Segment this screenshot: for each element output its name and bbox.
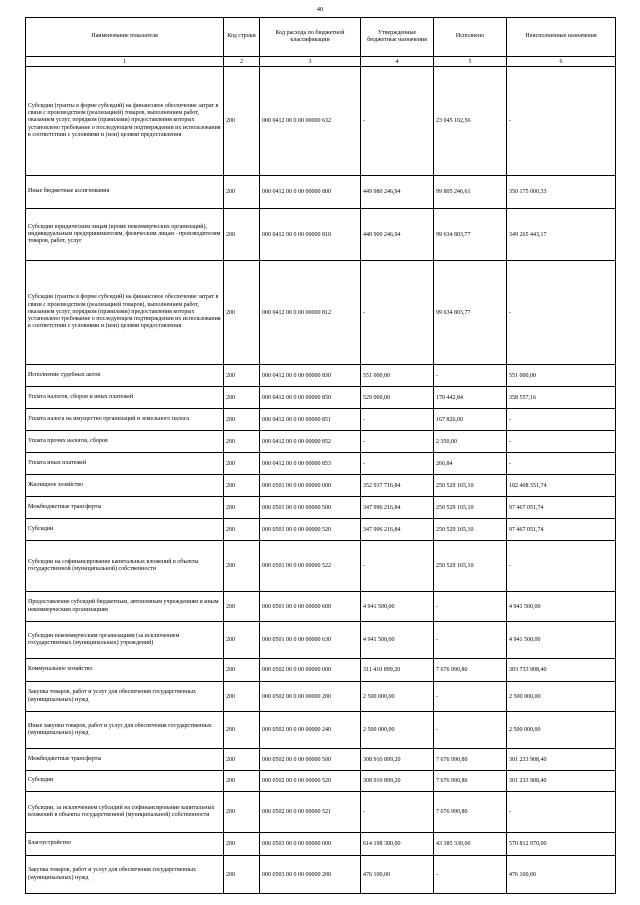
column-number: 4: [361, 57, 434, 67]
row-executed: 99 634 803,77: [434, 209, 507, 261]
row-kbk: 000 0502 00 0 00 00000 200: [260, 682, 361, 712]
column-number: 3: [260, 57, 361, 67]
row-code: 200: [224, 365, 260, 387]
table-row: [26, 541, 616, 592]
row-unexecuted: 4 941 500,00: [507, 622, 616, 659]
row-code: 200: [224, 409, 260, 431]
table-row: [26, 67, 616, 176]
row-code: 200: [224, 712, 260, 749]
table-row: [26, 771, 616, 792]
table-row: [26, 497, 616, 519]
table-row: [26, 659, 616, 682]
header-row: [26, 18, 616, 57]
row-code: 200: [224, 659, 260, 682]
row-name: Уплата иных платежей: [26, 453, 224, 475]
row-name: Субсидии: [26, 771, 224, 792]
row-unexecuted: 102 408 551,74: [507, 475, 616, 497]
row-code: 200: [224, 682, 260, 712]
table-row: [26, 431, 616, 453]
row-kbk: 000 0502 00 0 00 00000 240: [260, 712, 361, 749]
row-executed: 43 385 330,00: [434, 833, 507, 856]
table-row: [26, 209, 616, 261]
row-name: Субсидии (гранты в форме субсидий) на финансовое обеспечение затрат в связи с производством (реализацией товаров), выполнением работ, оказанием услуг, порядком (правилами) предоставления которых установлено требование о последующем подтверждении их использования в соответствии с условиями и (или) целями предоставления: [26, 261, 224, 365]
row-code: 200: [224, 497, 260, 519]
row-unexecuted: -: [507, 431, 616, 453]
row-kbk: 000 0412 00 0 00 00000 812: [260, 261, 361, 365]
row-approved: 449 980 246,94: [361, 176, 434, 209]
row-kbk: 000 0412 00 0 00 00000 851: [260, 409, 361, 431]
row-code: 200: [224, 176, 260, 209]
row-kbk: 000 0502 00 0 00 00000 000: [260, 659, 361, 682]
row-unexecuted: 2 500 000,00: [507, 682, 616, 712]
table-row: [26, 387, 616, 409]
row-approved: 529 000,00: [361, 387, 434, 409]
column-number: 5: [434, 57, 507, 67]
row-executed: 2 350,00: [434, 431, 507, 453]
table-row: [26, 592, 616, 622]
row-code: 200: [224, 453, 260, 475]
row-kbk: 000 0501 00 0 00 00000 000: [260, 475, 361, 497]
row-name: Коммунальное хозяйство: [26, 659, 224, 682]
column-number: 1: [26, 57, 224, 67]
row-approved: 308 910 899,20: [361, 749, 434, 771]
row-name: Межбюджетные трансферты: [26, 497, 224, 519]
row-executed: -: [434, 712, 507, 749]
row-code: 200: [224, 833, 260, 856]
row-executed: 23 045 102,56: [434, 67, 507, 176]
row-approved: -: [361, 792, 434, 833]
row-name: Уплата налогов, сборов и иных платежей: [26, 387, 224, 409]
table-body: [26, 67, 616, 894]
row-executed: 7 676 990,80: [434, 771, 507, 792]
table-row: [26, 519, 616, 541]
row-unexecuted: 551 000,00: [507, 365, 616, 387]
row-executed: 7 676 990,80: [434, 792, 507, 833]
row-approved: 311 410 899,20: [361, 659, 434, 682]
row-approved: 4 941 500,00: [361, 622, 434, 659]
table-row: [26, 682, 616, 712]
table-row: [26, 792, 616, 833]
row-name: Уплата налога на имущество организаций и земельного налога: [26, 409, 224, 431]
row-approved: 347 996 216,84: [361, 497, 434, 519]
row-unexecuted: 301 233 908,40: [507, 771, 616, 792]
row-unexecuted: 570 812 970,00: [507, 833, 616, 856]
row-code: 200: [224, 592, 260, 622]
row-name: Исполнение судебных актов: [26, 365, 224, 387]
table-row: [26, 833, 616, 856]
column-number: 2: [224, 57, 260, 67]
row-name: Субсидии некоммерческим организациям (за исключением государственных (муниципальных) учреждений): [26, 622, 224, 659]
row-executed: 250 529 165,10: [434, 475, 507, 497]
row-unexecuted: 97 467 051,74: [507, 497, 616, 519]
row-approved: -: [361, 453, 434, 475]
row-approved: 476 100,00: [361, 856, 434, 894]
row-code: 200: [224, 431, 260, 453]
row-executed: 266,84: [434, 453, 507, 475]
row-unexecuted: -: [507, 409, 616, 431]
row-unexecuted: -: [507, 67, 616, 176]
row-kbk: 000 0501 00 0 00 00000 522: [260, 541, 361, 592]
row-approved: 551 000,00: [361, 365, 434, 387]
row-executed: 250 529 165,10: [434, 497, 507, 519]
row-executed: 167 826,00: [434, 409, 507, 431]
header-approved: Утвержденные бюджетные назначения: [361, 18, 434, 57]
row-unexecuted: -: [507, 453, 616, 475]
row-executed: -: [434, 365, 507, 387]
table-row: [26, 176, 616, 209]
row-name: Благоустройство: [26, 833, 224, 856]
row-name: Субсидии (гранты в форме субсидий) на финансовое обеспечение затрат в связи с производством (реализацией) товаров, выполнением работ, оказанием услуг, порядком (правилами) предоставления которых установлено требование о последующем подтверждении их использования в соответствии с условиями и (или) целями предоставления: [26, 67, 224, 176]
row-kbk: 000 0502 00 0 00 00000 520: [260, 771, 361, 792]
row-unexecuted: 350 175 000,33: [507, 176, 616, 209]
header-executed: Исполнено: [434, 18, 507, 57]
row-code: 200: [224, 261, 260, 365]
row-kbk: 000 0412 00 0 00 00000 800: [260, 176, 361, 209]
row-kbk: 000 0503 00 0 00 00000 000: [260, 833, 361, 856]
row-name: Иные бюджетные ассигнования: [26, 176, 224, 209]
table-row: [26, 475, 616, 497]
row-code: 200: [224, 387, 260, 409]
row-executed: -: [434, 592, 507, 622]
row-unexecuted: -: [507, 792, 616, 833]
row-approved: -: [361, 261, 434, 365]
row-approved: 2 500 000,00: [361, 682, 434, 712]
row-kbk: 000 0502 00 0 00 00000 521: [260, 792, 361, 833]
row-executed: 99 805 246,61: [434, 176, 507, 209]
row-name: Предоставление субсидий бюджетным, автономным учреждениям и иным некоммерческим организациям: [26, 592, 224, 622]
row-name: Иные закупки товаров, работ и услуг для обеспечения государственных (муниципальных) нужд: [26, 712, 224, 749]
table-row: [26, 712, 616, 749]
row-unexecuted: 303 733 908,40: [507, 659, 616, 682]
row-unexecuted: 2 500 000,00: [507, 712, 616, 749]
row-unexecuted: -: [507, 261, 616, 365]
header-kbk: Код расхода по бюджетной классификации: [260, 18, 361, 57]
row-kbk: 000 0501 00 0 00 00000 500: [260, 497, 361, 519]
row-approved: -: [361, 67, 434, 176]
row-kbk: 000 0412 00 0 00 00000 853: [260, 453, 361, 475]
row-executed: 170 442,84: [434, 387, 507, 409]
table-row: [26, 622, 616, 659]
header-code: Код строки: [224, 18, 260, 57]
row-unexecuted: 349 265 443,17: [507, 209, 616, 261]
row-approved: 4 941 500,00: [361, 592, 434, 622]
table-row: [26, 749, 616, 771]
row-approved: -: [361, 431, 434, 453]
row-code: 200: [224, 856, 260, 894]
table-row: [26, 453, 616, 475]
row-approved: 347 996 216,84: [361, 519, 434, 541]
page-number: 40: [316, 6, 324, 13]
row-approved: -: [361, 409, 434, 431]
row-name: Закупка товаров, работ и услуг для обеспечения государственных (муниципальных) нужд: [26, 682, 224, 712]
row-executed: 7 676 990,80: [434, 749, 507, 771]
row-approved: 614 198 300,00: [361, 833, 434, 856]
row-kbk: 000 0412 00 0 00 00000 830: [260, 365, 361, 387]
column-number-row: [26, 57, 616, 67]
row-unexecuted: 4 941 500,00: [507, 592, 616, 622]
row-approved: 352 937 716,84: [361, 475, 434, 497]
row-code: 200: [224, 67, 260, 176]
row-code: 200: [224, 209, 260, 261]
row-unexecuted: 476 100,00: [507, 856, 616, 894]
row-unexecuted: -: [507, 541, 616, 592]
row-approved: 2 500 000,00: [361, 712, 434, 749]
row-name: Жилищное хозяйство: [26, 475, 224, 497]
row-code: 200: [224, 749, 260, 771]
row-kbk: 000 0412 00 0 00 00000 632: [260, 67, 361, 176]
table-row: [26, 409, 616, 431]
row-kbk: 000 0412 00 0 00 00000 810: [260, 209, 361, 261]
table-row: [26, 365, 616, 387]
row-name: Субсидии: [26, 519, 224, 541]
row-name: Межбюджетные трансферты: [26, 749, 224, 771]
column-number: 6: [507, 57, 616, 67]
table-row: [26, 261, 616, 365]
row-code: 200: [224, 519, 260, 541]
row-kbk: 000 0501 00 0 00 00000 520: [260, 519, 361, 541]
row-approved: 448 900 246,94: [361, 209, 434, 261]
row-code: 200: [224, 622, 260, 659]
row-code: 200: [224, 792, 260, 833]
row-code: 200: [224, 541, 260, 592]
row-executed: 250 529 165,10: [434, 519, 507, 541]
row-name: Субсидии, за исключением субсидий на софинансирование капитальных вложений в объекты государственной (муниципальной) собственности: [26, 792, 224, 833]
row-name: Субсидии юридическим лицам (кроме некоммерческих организаций), индивидуальным предпринимателям, физическим лицам - производителям товаров, работ, услуг: [26, 209, 224, 261]
row-unexecuted: 301 233 908,40: [507, 749, 616, 771]
row-executed: 7 676 990,80: [434, 659, 507, 682]
row-name: Субсидии на софинансирование капитальных вложений в объекты государственной (муниципальной) собственности: [26, 541, 224, 592]
row-executed: -: [434, 622, 507, 659]
header-name: Наименование показателя: [26, 18, 224, 57]
row-executed: -: [434, 856, 507, 894]
row-kbk: 000 0501 00 0 00 00000 600: [260, 592, 361, 622]
row-kbk: 000 0503 00 0 00 00000 200: [260, 856, 361, 894]
row-kbk: 000 0501 00 0 00 00000 630: [260, 622, 361, 659]
row-name: Закупка товаров, работ и услуг для обеспечения государственных (муниципальных) нужд: [26, 856, 224, 894]
row-kbk: 000 0502 00 0 00 00000 500: [260, 749, 361, 771]
row-unexecuted: 358 557,16: [507, 387, 616, 409]
budget-report-table: [25, 17, 616, 894]
header-unexecuted: Неисполненные назначения: [507, 18, 616, 57]
row-code: 200: [224, 771, 260, 792]
table-row: [26, 856, 616, 894]
row-approved: 308 910 899,20: [361, 771, 434, 792]
row-unexecuted: 97 467 051,74: [507, 519, 616, 541]
row-name: Уплата прочих налогов, сборов: [26, 431, 224, 453]
row-executed: 99 634 803,77: [434, 261, 507, 365]
row-executed: 250 529 165,10: [434, 541, 507, 592]
row-executed: -: [434, 682, 507, 712]
row-approved: -: [361, 541, 434, 592]
row-kbk: 000 0412 00 0 00 00000 850: [260, 387, 361, 409]
row-code: 200: [224, 475, 260, 497]
row-kbk: 000 0412 00 0 00 00000 852: [260, 431, 361, 453]
